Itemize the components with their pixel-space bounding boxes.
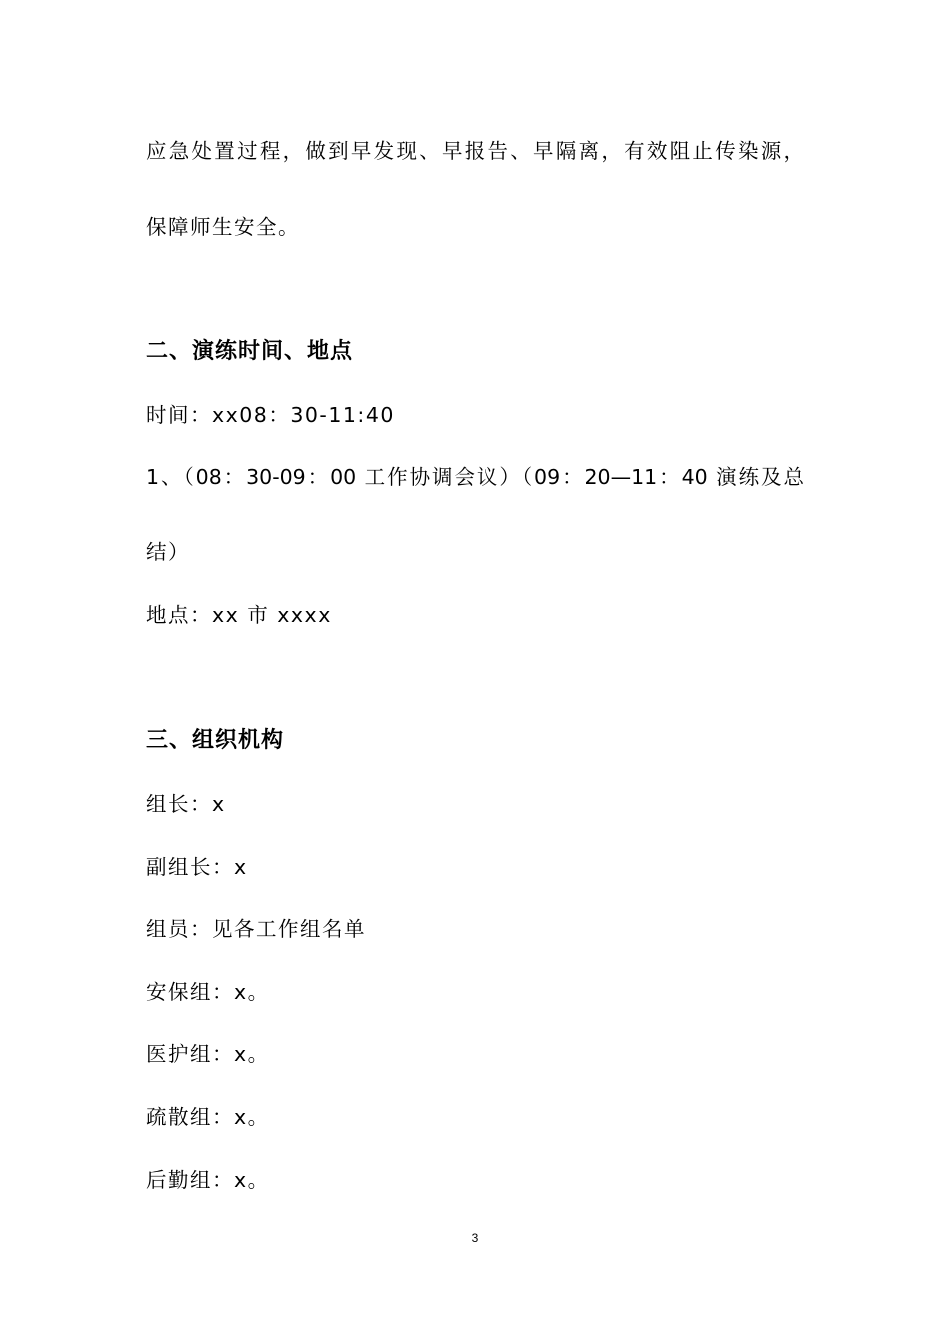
security-group-line: 安保组：x。 <box>146 980 270 1004</box>
section-2-heading: 二、演练时间、地点 <box>146 339 354 364</box>
page-number: 3 <box>471 1231 479 1245</box>
time-line: 时间：xx08：30-11:40 <box>146 403 395 427</box>
deputy-leader-line: 副组长：x <box>146 855 248 879</box>
leader-line: 组长：x <box>146 792 226 816</box>
section-3-heading: 三、组织机构 <box>146 728 285 753</box>
logistics-group-line: 后勤组：x。 <box>146 1168 270 1192</box>
evacuation-group-line: 疏散组：x。 <box>146 1105 270 1129</box>
place-line: 地点：xx 市 xxxx <box>146 603 332 627</box>
intro-line-1: 应急处置过程，做到早发现、早报告、早隔离，有效阻止传染源， <box>146 139 804 163</box>
intro-line-2: 保障师生安全。 <box>146 215 300 239</box>
schedule-line-2: 结） <box>146 540 190 564</box>
schedule-line-1: 1、（08：30-09：00 工作协调会议）（09：20—11：40 演练及总 <box>146 465 804 489</box>
members-line: 组员：见各工作组名单 <box>146 917 366 941</box>
medical-group-line: 医护组：x。 <box>146 1042 270 1066</box>
